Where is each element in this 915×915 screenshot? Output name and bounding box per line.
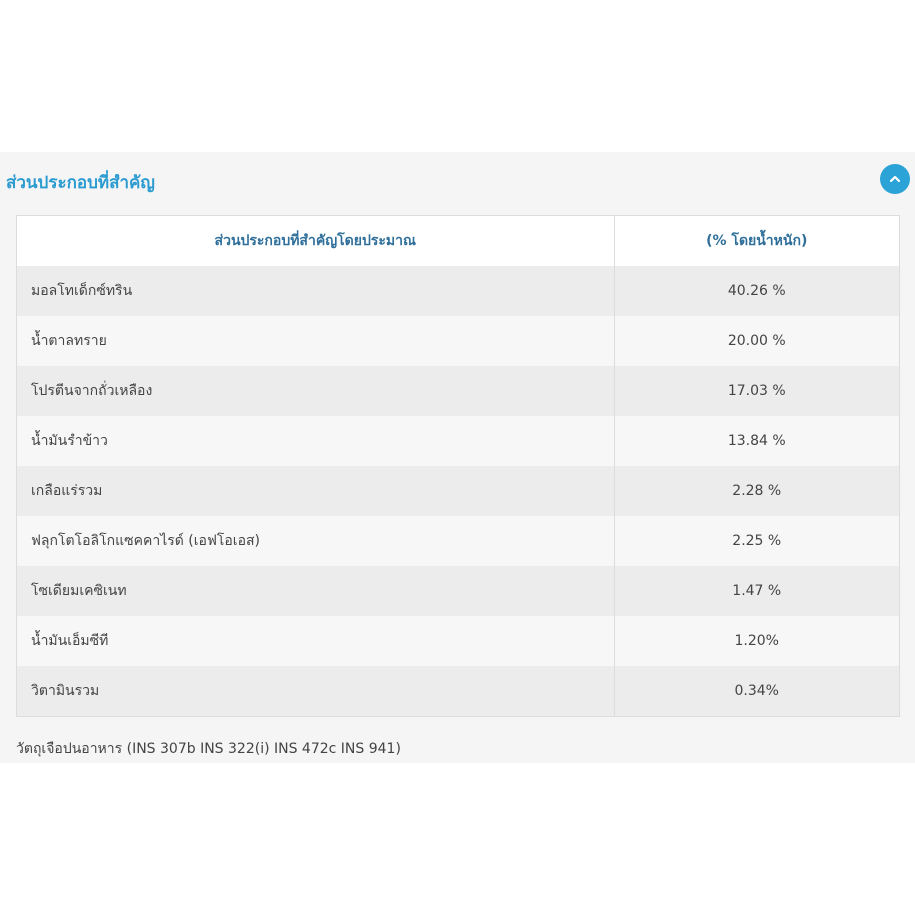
ingredient-percent: 1.47 % bbox=[614, 566, 899, 616]
ingredient-name: วิตามินรวม bbox=[17, 666, 614, 716]
panel-header[interactable] bbox=[0, 152, 915, 208]
ingredient-name: มอลโทเด็กซ์ทริน bbox=[17, 266, 614, 316]
ingredient-percent: 2.28 % bbox=[614, 466, 899, 516]
ingredient-percent: 20.00 % bbox=[614, 316, 899, 366]
table-row bbox=[17, 516, 899, 566]
ingredient-name: โซเดียมเคซิเนท bbox=[17, 566, 614, 616]
ingredient-percent: 2.25 % bbox=[614, 516, 899, 566]
collapse-button[interactable] bbox=[880, 164, 910, 194]
table-row bbox=[17, 566, 899, 616]
ingredients-table bbox=[17, 216, 899, 716]
header-ingredient: ส่วนประกอบที่สำคัญโดยประมาณ bbox=[17, 216, 614, 266]
ingredient-percent: 17.03 % bbox=[614, 366, 899, 416]
ingredient-name: น้ำตาลทราย bbox=[17, 316, 614, 366]
header-percent: (% โดยน้ำหนัก) bbox=[614, 216, 899, 266]
ingredient-name: ฟลุกโตโอลิโกแซคคาไรด์ (เอฟโอเอส) bbox=[17, 516, 614, 566]
ingredient-percent: 13.84 % bbox=[614, 416, 899, 466]
table-row bbox=[17, 666, 899, 716]
additives-note: วัตถุเจือปนอาหาร (INS 307b INS 322(i) INS 472c INS 941) bbox=[16, 741, 401, 757]
table-row bbox=[17, 616, 899, 666]
ingredient-percent: 40.26 % bbox=[614, 266, 899, 316]
ingredient-percent: 0.34% bbox=[614, 666, 899, 716]
table-row bbox=[17, 316, 899, 366]
table-row bbox=[17, 466, 899, 516]
table-header-row bbox=[17, 216, 899, 266]
table-row bbox=[17, 266, 899, 316]
chevron-up-icon bbox=[888, 172, 902, 186]
ingredients-table-container bbox=[16, 215, 900, 717]
ingredients-panel bbox=[0, 152, 915, 763]
ingredient-name: น้ำมันรำข้าว bbox=[17, 416, 614, 466]
ingredient-name: โปรตีนจากถั่วเหลือง bbox=[17, 366, 614, 416]
table-row bbox=[17, 366, 899, 416]
ingredient-name: เกลือแร่รวม bbox=[17, 466, 614, 516]
table-row bbox=[17, 416, 899, 466]
ingredient-name: น้ำมันเอ็มซีที bbox=[17, 616, 614, 666]
panel-title: ส่วนประกอบที่สำคัญ bbox=[6, 173, 155, 193]
ingredient-percent: 1.20% bbox=[614, 616, 899, 666]
